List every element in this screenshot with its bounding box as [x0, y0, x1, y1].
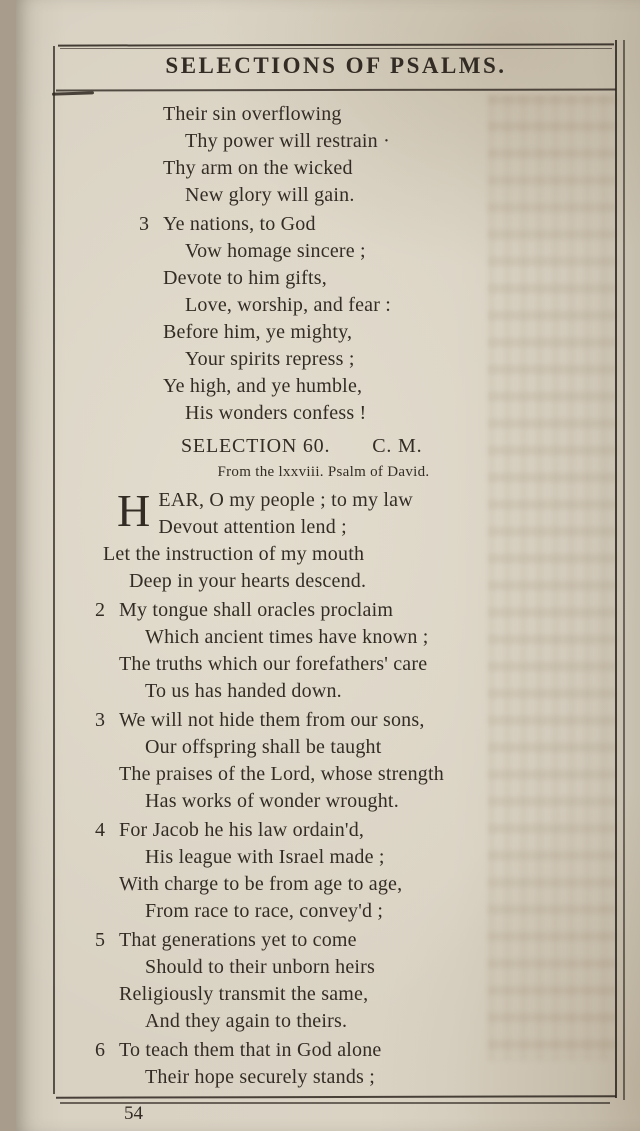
text-line: Let the instruction of my mouth	[103, 543, 365, 565]
verse-number: 4	[95, 819, 106, 841]
verse-number: 3	[95, 709, 106, 731]
right-border-rule-inner	[623, 40, 625, 1100]
page-number: 54	[124, 1103, 143, 1124]
continuation-stanza	[119, 211, 594, 427]
text-line: Before him, ye mighty,	[163, 321, 353, 343]
text-line: Thy power will restrain ·	[185, 130, 390, 152]
verses	[95, 485, 594, 1091]
text-line: The praises of the Lord, whose strength	[119, 763, 444, 785]
selection-meter: C. M.	[372, 435, 423, 457]
verse-number: 6	[95, 1039, 106, 1061]
text-line: Religiously transmit the same,	[119, 983, 369, 1005]
text-line: Deep in your hearts descend.	[129, 570, 367, 592]
text-line: Their hope securely stands ;	[145, 1066, 375, 1088]
selection-source: From the lxxviii. Psalm of David.	[217, 464, 430, 480]
verse-number: 5	[95, 929, 106, 951]
text-line: 3 Ye nations, to God	[119, 211, 594, 238]
text-line: New glory will gain.	[185, 184, 355, 206]
header-underline-rule	[56, 89, 616, 91]
text-line: To us has handed down.	[145, 680, 342, 702]
text-line: Devote to him gifts,	[163, 267, 327, 289]
verse-stanza	[95, 707, 594, 815]
verse-stanza	[95, 1037, 594, 1091]
text-line: Which ancient times have known ;	[145, 626, 429, 648]
selection-heading	[181, 433, 594, 460]
verse-number: 3	[139, 213, 150, 235]
verse-stanza	[95, 927, 594, 1035]
text-line: Our offspring shall be taught	[145, 736, 382, 758]
left-border-rule	[53, 46, 55, 1094]
text-line: Vow homage sincere ;	[185, 240, 366, 262]
top-rule-secondary	[60, 48, 612, 49]
text-line: Love, worship, and fear :	[185, 294, 392, 316]
text-line: From race to race, convey'd ;	[145, 900, 384, 922]
verse-stanza	[103, 487, 594, 595]
text-line: 2 My tongue shall oracles proclaim	[119, 597, 594, 624]
text-line: Your spirits repress ;	[185, 348, 355, 370]
bottom-rule	[56, 1095, 616, 1098]
continuation-stanza	[119, 101, 594, 209]
verse-number: 2	[95, 599, 106, 621]
text-line: Devout attention lend ;	[158, 516, 347, 538]
text-line: His league with Israel made ;	[145, 846, 385, 868]
verse-stanza	[95, 817, 594, 925]
text-line: 3 We will not hide them from our sons,	[119, 707, 594, 734]
text-line: Has works of wonder wrought.	[145, 790, 399, 812]
text-line: 4 For Jacob he his law ordain'd,	[119, 817, 594, 844]
verse-stanza	[95, 597, 594, 705]
paper-surface	[16, 0, 640, 1131]
text-line: And they again to theirs.	[145, 1010, 348, 1032]
text-line: 6 To teach them that in God alone	[119, 1037, 594, 1064]
text-line: 5 That generations yet to come	[119, 927, 594, 954]
drop-cap: H	[117, 485, 151, 536]
left-dash-mark	[52, 91, 94, 95]
running-header: SELECTIONS OF PSALMS.	[165, 53, 507, 78]
right-border-rule-outer	[615, 40, 617, 1098]
text-line: EAR, O my people ; to my law	[158, 489, 413, 511]
text-line: The truths which our forefathers' care	[119, 653, 428, 675]
text-line: Ye high, and ye humble,	[163, 375, 363, 397]
top-rule	[58, 43, 614, 46]
text-line: Should to their unborn heirs	[145, 956, 376, 978]
text-line: His wonders confess !	[185, 402, 367, 424]
text-line: With charge to be from age to age,	[119, 873, 403, 895]
text-line: Thy arm on the wicked	[163, 157, 353, 179]
page-content	[16, 101, 640, 1093]
text-line: Their sin overflowing	[163, 103, 342, 125]
selection-title: SELECTION 60.	[181, 435, 331, 457]
